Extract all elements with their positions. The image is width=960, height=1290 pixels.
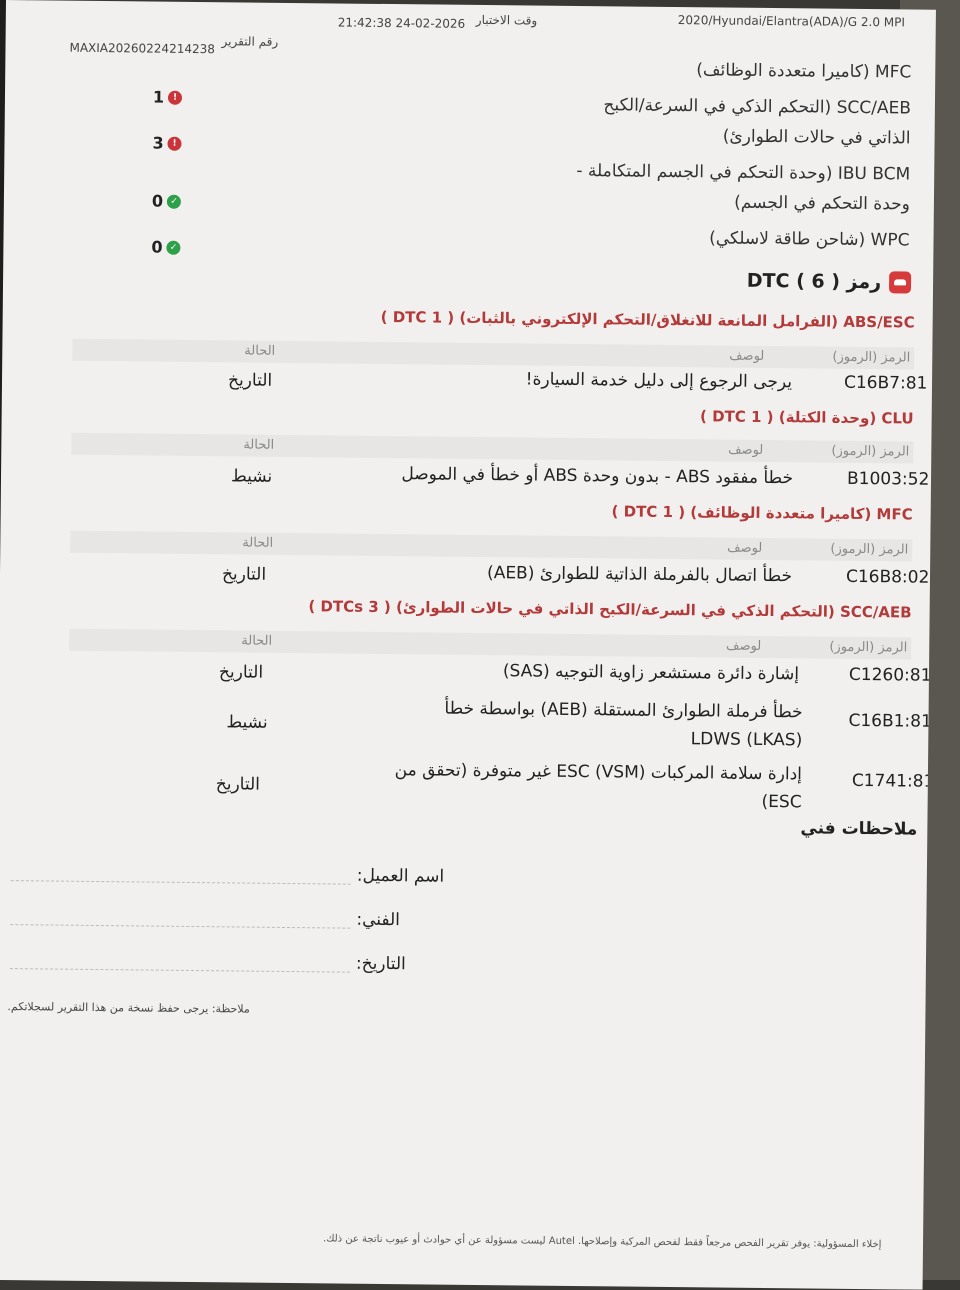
ecu-count-row bbox=[153, 88, 182, 107]
dtc-group-title: CLU (وحدة الكتلة) ( DTC 1 ) bbox=[699, 407, 914, 428]
col-desc: لوصف bbox=[726, 638, 762, 654]
signature-line bbox=[10, 924, 350, 929]
check-icon: ✓ bbox=[166, 240, 180, 254]
ecu-mfc: MFC (كاميرا متعددة الوظائف) bbox=[696, 60, 912, 83]
signature-line bbox=[11, 880, 351, 885]
dtc-status: نشيط bbox=[230, 466, 273, 487]
dtc-section-label: رمز DTC ( 6 ) bbox=[746, 269, 882, 294]
dtc-group-title: MFC (كاميرا متعددة الوظائف) ( DTC 1 ) bbox=[611, 502, 913, 524]
dtc-status: التاريخ bbox=[221, 564, 267, 585]
dtc-count: 3 bbox=[152, 133, 164, 153]
table-header bbox=[69, 629, 911, 660]
col-desc: لوصف bbox=[729, 348, 765, 364]
dtc-code: C16B1:81 bbox=[848, 710, 932, 732]
error-icon: ! bbox=[168, 90, 182, 104]
test-time-value: 21:42:38 24-02-2026 bbox=[337, 15, 466, 31]
check-icon: ✓ bbox=[167, 194, 181, 208]
dtc-status: التاريخ bbox=[227, 370, 273, 391]
technician-field bbox=[11, 906, 451, 931]
dtc-code: C16B7:81 bbox=[843, 372, 928, 394]
dtc-status: التاريخ bbox=[218, 662, 264, 683]
table-header bbox=[71, 433, 913, 464]
col-status: الحالة bbox=[241, 633, 273, 649]
vehicle-info: 2020/Hyundai/Elantra(ADA)/G 2.0 MPI bbox=[677, 13, 906, 30]
dtc-code: B1003:52 bbox=[846, 468, 930, 490]
dtc-group-title: SCC/AEB (التحكم الذكي في السرعة/الكبح الذاتي في حالات الطوارئ) ( DTCs 3 ) bbox=[308, 597, 912, 622]
date-field bbox=[10, 950, 450, 975]
dtc-description: خطأ اتصال بالفرملة الذاتية للطوارئ (AEB) bbox=[486, 563, 793, 587]
customer-name-field bbox=[11, 862, 451, 887]
ecu-wpc: WPC (شاحن طاقة لاسلكي) bbox=[709, 228, 910, 251]
dtc-count: 0 bbox=[151, 237, 163, 257]
customer-name-label: اسم العميل: bbox=[356, 865, 445, 887]
dtc-section-title bbox=[747, 270, 911, 294]
dtc-description: خطأ مفقود ABS - بدون وحدة ABS أو خطأ في الموصل bbox=[401, 464, 794, 489]
car-icon bbox=[889, 271, 911, 293]
technician-notes-title: ملاحظات فني bbox=[800, 818, 918, 840]
col-desc: لوصف bbox=[727, 540, 763, 556]
dtc-description: إشارة دائرة مستشعر زاوية التوجيه (SAS) bbox=[502, 661, 800, 685]
col-status: الحالة bbox=[244, 343, 276, 359]
signature-line bbox=[10, 968, 350, 973]
ecu-scc-line2: الذاتي في حالات الطوارئ) bbox=[722, 126, 911, 149]
error-icon: ! bbox=[168, 136, 182, 150]
ecu-count-row bbox=[152, 134, 181, 153]
col-code: الرمز (الرموز) bbox=[829, 639, 908, 656]
date-label: التاريخ: bbox=[355, 953, 406, 975]
ecu-count-row bbox=[152, 192, 181, 211]
dtc-description: خطأ فرملة الطوارئ المستقلة (AEB) بواسطة خطأ LDWS (LKAS) bbox=[444, 698, 803, 751]
dtc-status: نشيط bbox=[226, 712, 268, 733]
ecu-ibu-line1: IBU BCM (وحدة التحكم في الجسم المتكاملة - bbox=[576, 160, 911, 185]
dtc-code: C16B8:02 bbox=[845, 566, 930, 588]
dtc-count: 0 bbox=[151, 191, 164, 211]
report-no-value: MAXIA20260224214238 bbox=[69, 40, 215, 57]
col-code: الرمز (الرموز) bbox=[831, 443, 910, 460]
ecu-count-row bbox=[151, 238, 180, 257]
ecu-scc-line1: SCC/AEB (التحكم الذكي في السرعة/الكبح bbox=[603, 95, 912, 119]
col-status: الحالة bbox=[243, 437, 275, 453]
save-copy-note: ملاحظة: يرجى حفظ نسخة من هذا التقرير لسجلاتكم. bbox=[7, 1000, 250, 1016]
col-status: الحالة bbox=[242, 535, 274, 551]
ecu-ibu-line2: وحدة التحكم في الجسم) bbox=[734, 192, 911, 215]
col-desc: لوصف bbox=[728, 442, 764, 458]
dtc-code: C1741:81 bbox=[851, 770, 935, 792]
dtc-description: إدارة سلامة المركبات ESC (VSM) غير متوفرة (تحقق من ESC) bbox=[394, 760, 803, 813]
dtc-count: 1 bbox=[152, 87, 165, 107]
table-header bbox=[70, 531, 912, 562]
dtc-code: C1260:81 bbox=[848, 664, 932, 686]
dtc-group-title: ABS/ESC (الفرامل المانعة للانغلاق/التحكم الإلكتروني بالثبات) ( DTC 1 ) bbox=[380, 307, 915, 332]
dtc-description: يرجى الرجوع إلى دليل خدمة السيارة! bbox=[525, 369, 793, 393]
dtc-status: التاريخ bbox=[215, 774, 261, 795]
col-code: الرمز (الرموز) bbox=[832, 349, 911, 366]
technician-label: الفني: bbox=[356, 909, 401, 931]
test-time-label: وقت الاختبار bbox=[475, 12, 538, 28]
col-code: الرمز (الرموز) bbox=[830, 541, 909, 558]
disclaimer-footer: إخلاء المسؤولية: يوفر تقرير الفحص مرجعاً فقط لفحص المركبة وإصلاحها. Autel ليست مسؤولة عن أي حوادث أو عيوب ناتجة عن ذلك. bbox=[322, 1233, 882, 1251]
report-no-label: رقم التقرير bbox=[221, 34, 279, 49]
